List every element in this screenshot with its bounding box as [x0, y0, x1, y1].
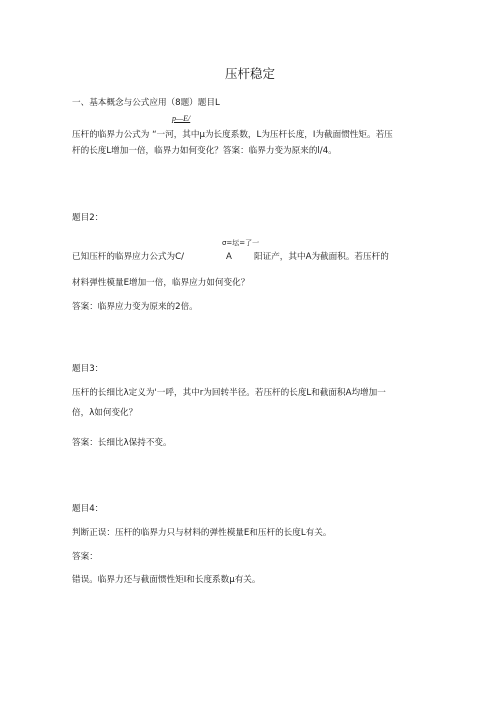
question-4-line-1: 判断正误：压杆的临界力只与材料的弹性模量E和压杆的长度L有关。 — [72, 528, 332, 538]
question-1-line-2: 杆的长度L增加一倍，临界力如何变化？答案：临界力变为原来的l/4。 — [72, 146, 337, 156]
question-2-line-1c: 阳证产，其中A为截面积。若压杆的 — [254, 252, 389, 262]
question-4-answer-label: 答案： — [72, 552, 98, 562]
question-3-answer: 答案：长细比λ保持不变。 — [72, 438, 172, 448]
question-4-label: 题目4： — [72, 504, 104, 514]
question-2-answer: 答案：临界应力变为原来的2倍。 — [72, 302, 198, 312]
question-2-line-2: 材料弹性模量E增加一倍，临界应力如何变化？ — [72, 278, 250, 288]
formula-sigma: σ=坛=了一 — [222, 239, 260, 247]
question-2-line-1b: A — [226, 252, 232, 262]
question-2-label: 题目2： — [72, 213, 104, 223]
question-2-line-1a: 已知压杆的临界应力公式为C/ — [72, 252, 185, 262]
document-title: 压杆稳定 — [224, 66, 275, 81]
question-4-answer: 错误。临界力还与截面惯性矩I和长度系数μ有关。 — [72, 575, 261, 585]
question-3-label: 题目3： — [72, 364, 104, 374]
question-3-line-1: 压杆的长细比λ定义为'一呼，其中r为回转半径。若压杆的长度L和截面积A均增加一 — [72, 388, 386, 398]
section-heading: 一、基本概念与公式应用（8题）题目L — [72, 98, 220, 108]
formula-critical-force: p—E/ — [172, 114, 191, 123]
formula-critical-stress — [222, 234, 259, 246]
question-3-line-2: 倍，λ如何变化？ — [72, 408, 138, 418]
question-1-line-1: 压杆的临界力公式为 “一河，其中μ为长度系数，L为压杆长度，I为截面惯性矩。若压 — [72, 130, 393, 140]
